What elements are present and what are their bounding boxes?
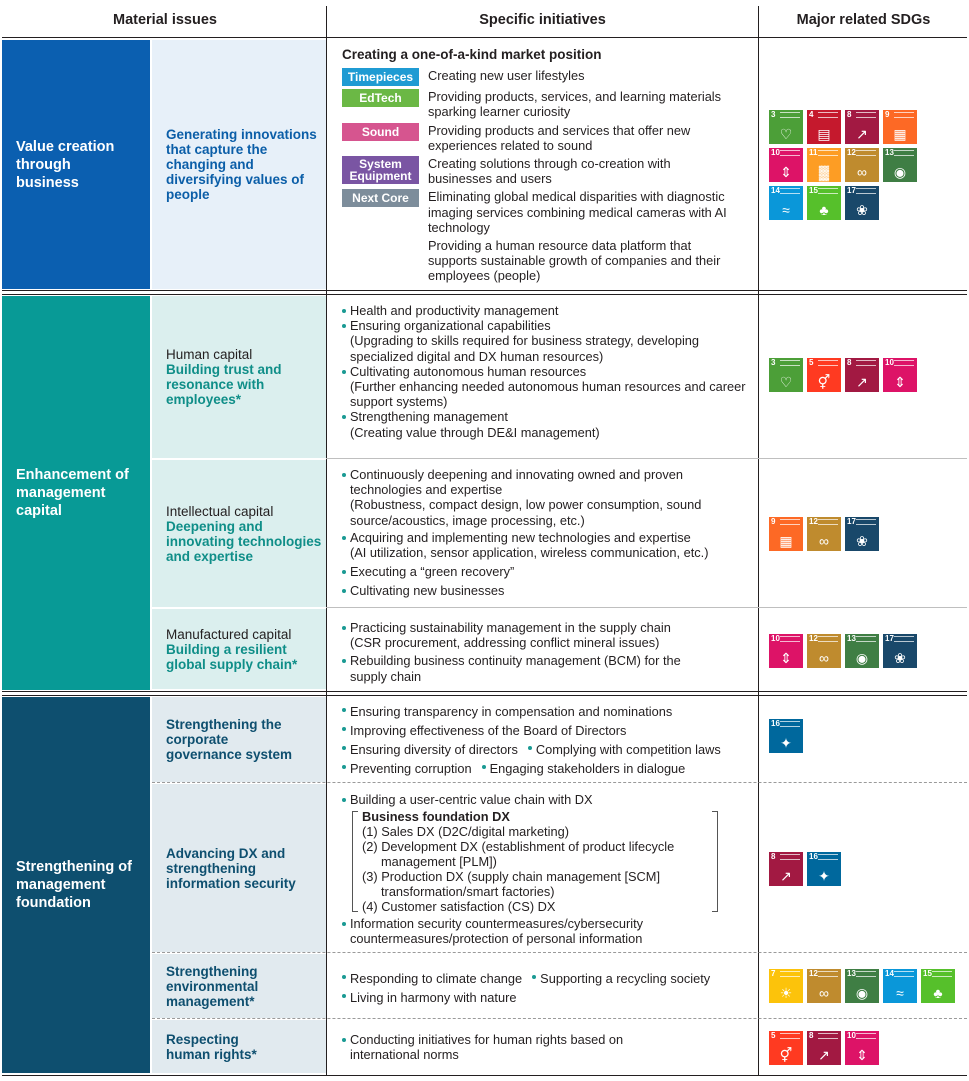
subcategory-heading: Building a resilient global supply chain* — [166, 641, 298, 672]
growth-chart-icon: ↗ — [818, 1047, 830, 1063]
business-row — [342, 123, 752, 153]
sdg-caption-lines — [818, 150, 838, 156]
sdg-number: 13 — [847, 969, 856, 978]
equality-icon: ⇕ — [856, 1047, 868, 1063]
subcategory-heading: Generating innovations that capture the changing and diversifying values of people — [166, 127, 317, 202]
flower-icon: ❀ — [894, 650, 906, 666]
list-item: Cultivating autonomous human resources — [342, 364, 752, 379]
sdg-caption-lines — [818, 188, 838, 194]
sdg-caption-lines — [818, 519, 838, 525]
sdg-number: 9 — [771, 517, 776, 526]
equality-icon: ⇕ — [780, 164, 792, 180]
sdg-number: 12 — [809, 517, 818, 526]
sdg-number: 13 — [847, 634, 856, 643]
initiatives-human-capital — [342, 303, 752, 440]
sdg-tile-17 — [845, 517, 879, 551]
sdg-number: 10 — [885, 358, 894, 367]
sdg-caption-lines — [818, 854, 838, 860]
list-item: Improving effectiveness of the Board of Directors — [342, 721, 752, 740]
list-item: Complying with competition laws — [528, 740, 721, 759]
sdg-caption-lines — [818, 1033, 838, 1039]
dove-icon: ✦ — [780, 735, 792, 751]
sdg-tile-9 — [769, 517, 803, 551]
infinity-icon: ∞ — [857, 164, 867, 180]
business-tag: Next Core — [342, 189, 419, 207]
eye-globe-icon: ◉ — [855, 650, 869, 666]
business-text: Providing a human resource data platform that supports sustainable growth of companies and their employees (people) — [428, 238, 721, 284]
sdg-caption-lines — [856, 188, 876, 194]
sdg-tile-12 — [807, 634, 841, 668]
sdg-tile-5 — [769, 1031, 803, 1065]
sdg-number: 8 — [771, 852, 776, 861]
initiatives-human-rights — [342, 1032, 752, 1062]
business-tag: Timepieces — [342, 68, 419, 86]
category-management-capital — [2, 296, 150, 690]
sdg-group-value-creation — [769, 110, 924, 220]
subcategory-innovations — [152, 40, 326, 289]
sdg-caption-lines — [780, 854, 800, 860]
tree-icon: ♣ — [933, 985, 943, 1001]
sdg-tile-14 — [769, 186, 803, 220]
row-separator — [152, 782, 967, 783]
category-management-foundation — [2, 697, 150, 1073]
gender-icon: ⚥ — [779, 1047, 793, 1063]
sdg-caption-lines — [856, 360, 876, 366]
list-item-detail: (Robustness, compact design, low power consumption, sound source/acoustics, image processing, etc.) — [350, 497, 702, 528]
business-row — [342, 189, 752, 235]
eye-globe-icon: ◉ — [893, 164, 907, 180]
sdg-tile-12 — [845, 148, 879, 182]
growth-chart-icon: ↗ — [856, 374, 868, 390]
section-rule — [2, 290, 967, 291]
sdg-tile-5 — [807, 358, 841, 392]
flower-icon: ❀ — [856, 533, 868, 549]
sdg-caption-lines — [780, 1033, 800, 1039]
city-icon: ▓ — [818, 164, 830, 180]
business-foundation-dx-box — [352, 809, 718, 914]
sdg-tile-10 — [769, 148, 803, 182]
category-title: Value creation through business — [16, 138, 115, 191]
sdg-tile-17 — [883, 634, 917, 668]
sdg-tile-10 — [883, 358, 917, 392]
growth-chart-icon: ↗ — [780, 868, 792, 884]
sdg-number: 3 — [771, 358, 776, 367]
sdg-caption-lines — [894, 636, 914, 642]
business-row — [342, 238, 752, 284]
sdg-number: 15 — [809, 186, 818, 195]
sdg-group-manufactured-capital — [769, 634, 929, 668]
sdg-group-dx — [769, 852, 929, 886]
capital-label: Intellectual capital — [166, 503, 274, 519]
bf-item: (3) Production DX (supply chain management [SCM] transformation/smart factories) — [362, 869, 661, 899]
sdg-number: 12 — [809, 634, 818, 643]
sdg-caption-lines — [818, 971, 838, 977]
business-text: Creating new user lifestyles — [428, 68, 585, 84]
sdg-caption-lines — [818, 112, 838, 118]
subcategory-heading: Advancing DX and strengthening information security — [166, 845, 296, 891]
category-title: Enhancement of management capital — [16, 467, 129, 519]
sdg-caption-lines — [856, 519, 876, 525]
sdg-caption-lines — [894, 112, 914, 118]
list-item-detail: (AI utilization, sensor application, wireless communication, etc.) — [350, 545, 709, 561]
sdg-tile-14 — [883, 969, 917, 1003]
sdg-caption-lines — [818, 360, 838, 366]
infinity-icon: ∞ — [819, 533, 829, 549]
list-item-detail: (CSR procurement, addressing conflict mineral issues) — [350, 635, 660, 651]
sdg-tile-13 — [845, 969, 879, 1003]
business-row — [342, 68, 752, 86]
subcategory-heading: Strengthening environmental management* — [166, 963, 259, 1009]
sdg-caption-lines — [780, 636, 800, 642]
capital-label: Human capital — [166, 347, 253, 362]
business-text: Creating solutions through co-creation with businesses and users — [428, 156, 671, 187]
sdg-caption-lines — [780, 721, 800, 727]
sdg-tile-16 — [807, 852, 841, 886]
sdg-number: 12 — [847, 148, 856, 157]
initiatives-environment — [342, 969, 752, 1007]
gender-icon: ⚥ — [817, 374, 831, 390]
sdg-tile-13 — [883, 148, 917, 182]
section-rule — [2, 294, 967, 295]
subcategory-human-rights — [152, 1020, 326, 1073]
category-title: Strengthening of management foundation — [16, 859, 132, 911]
category-value-creation — [2, 40, 150, 289]
sdg-tile-3 — [769, 358, 803, 392]
sdg-tile-15 — [807, 186, 841, 220]
flower-icon: ❀ — [856, 202, 868, 218]
business-row — [342, 156, 752, 186]
initiatives-value-creation — [342, 47, 752, 287]
list-item: Ensuring organizational capabilities — [342, 318, 752, 333]
sdg-number: 4 — [809, 110, 814, 119]
sdg-caption-lines — [780, 188, 800, 194]
subcategory-heading: Respecting human rights* — [166, 1031, 257, 1062]
business-text: Providing products and services that offer new experiences related to sound — [428, 122, 691, 153]
list-item-detail: (Further enhancing needed autonomous human resources and career support systems) — [350, 379, 746, 410]
sdg-group-human-capital — [769, 358, 929, 392]
sdg-number: 10 — [771, 148, 780, 157]
subcategory-intellectual-capital — [152, 460, 326, 607]
eye-globe-icon: ◉ — [855, 985, 869, 1001]
subcategory-manufactured-capital — [152, 609, 326, 689]
list-item: Responding to climate change — [342, 969, 522, 988]
sdg-caption-lines — [894, 150, 914, 156]
business-tag — [342, 238, 419, 256]
list-item: Rebuilding business continuity management (BCM) for the supply chain — [342, 653, 702, 683]
list-item: Ensuring diversity of directors — [342, 740, 518, 759]
sdg-number: 14 — [771, 186, 780, 195]
book-icon: ▤ — [817, 126, 831, 142]
cubes-icon: ▦ — [779, 533, 793, 549]
business-text: Providing products, services, and learning materials sparking learner curiosity — [428, 89, 722, 120]
row-separator — [326, 607, 967, 608]
equality-icon: ⇕ — [894, 374, 906, 390]
business-tag: System Equipment — [342, 156, 419, 184]
sdg-caption-lines — [780, 360, 800, 366]
subcategory-heading: Building trust and resonance with employees* — [166, 362, 282, 407]
business-list — [342, 68, 752, 283]
sdg-number: 17 — [847, 186, 856, 195]
heartbeat-icon: ♡ — [779, 374, 793, 390]
sdg-tile-12 — [807, 969, 841, 1003]
sdg-number: 8 — [847, 358, 852, 367]
sdg-tile-8 — [807, 1031, 841, 1065]
section-rule — [2, 691, 967, 692]
cubes-icon: ▦ — [893, 126, 907, 142]
list-item: Health and productivity management — [342, 303, 752, 318]
section-rule — [2, 695, 967, 696]
sdg-group-governance — [769, 719, 929, 753]
list-item: Executing a “green recovery” — [342, 564, 752, 579]
fish-icon: ≈ — [782, 202, 790, 218]
sdg-number: 10 — [771, 634, 780, 643]
list-item: Information security countermeasures/cybersecurity countermeasures/protection of personal information — [342, 916, 687, 946]
row-separator — [152, 952, 967, 953]
sdg-tile-17 — [845, 186, 879, 220]
sdg-caption-lines — [780, 150, 800, 156]
sdg-number: 14 — [885, 969, 894, 978]
initiatives-title: Creating a one-of-a-kind market position — [342, 47, 602, 62]
heartbeat-icon: ♡ — [779, 126, 793, 142]
list-item: Supporting a recycling society — [532, 969, 710, 988]
row-separator — [152, 1018, 967, 1019]
sdg-number: 17 — [847, 517, 856, 526]
sdg-tile-3 — [769, 110, 803, 144]
capital-label: Manufactured capital — [166, 626, 292, 642]
sdg-number: 16 — [809, 852, 818, 861]
sdg-tile-10 — [769, 634, 803, 668]
bottom-rule — [2, 1075, 967, 1076]
sdg-number: 8 — [847, 110, 852, 119]
sdg-caption-lines — [856, 971, 876, 977]
sdg-caption-lines — [894, 971, 914, 977]
bf-title: Business foundation DX — [362, 809, 510, 824]
sdg-number: 11 — [809, 148, 818, 157]
sdg-number: 12 — [809, 969, 818, 978]
list-item: Practicing sustainability management in the supply chain — [342, 620, 752, 635]
sdg-number: 5 — [771, 1031, 776, 1040]
sdg-caption-lines — [856, 112, 876, 118]
sdg-tile-16 — [769, 719, 803, 753]
business-text: Eliminating global medical disparities with diagnostic imaging services combining medical cameras with AI technology — [428, 189, 727, 235]
list-item: Preventing corruption — [342, 759, 472, 778]
initiatives-governance — [342, 702, 752, 778]
list-item-detail: (Upgrading to skills required for business strategy, developing specialized digital and DX human resources) — [350, 333, 700, 364]
list-item: Continuously deepening and innovating owned and proven technologies and expertise — [342, 467, 752, 497]
bf-item: (4) Customer satisfaction (CS) DX — [362, 899, 556, 914]
header-specific-initiatives: Specific initiatives — [479, 12, 606, 28]
list-item: Living in harmony with nature — [342, 988, 752, 1007]
sdg-group-intellectual-capital — [769, 517, 929, 551]
sdg-caption-lines — [932, 971, 952, 977]
column-divider — [326, 6, 327, 1076]
sdg-tile-13 — [845, 634, 879, 668]
list-item: Cultivating new businesses — [342, 583, 752, 598]
sdg-number: 3 — [771, 110, 776, 119]
initiatives-intellectual-capital — [342, 467, 752, 599]
infinity-icon: ∞ — [819, 650, 829, 666]
business-tag: Sound — [342, 123, 419, 141]
sdg-caption-lines — [894, 360, 914, 366]
sdg-tile-10 — [845, 1031, 879, 1065]
subcategory-governance — [152, 697, 326, 782]
fish-icon: ≈ — [896, 985, 904, 1001]
subcategory-heading: Strengthening the corporate governance system — [166, 717, 293, 762]
sdg-tile-8 — [845, 110, 879, 144]
growth-chart-icon: ↗ — [856, 126, 868, 142]
equality-icon: ⇕ — [780, 650, 792, 666]
header-material-issues: Material issues — [113, 12, 217, 28]
sdg-number: 8 — [809, 1031, 814, 1040]
sdg-caption-lines — [856, 636, 876, 642]
list-item: Strengthening management — [342, 409, 752, 424]
sdg-number: 13 — [885, 148, 894, 157]
list-item: Ensuring transparency in compensation and nominations — [342, 702, 752, 721]
sdg-group-environment — [769, 969, 969, 1003]
list-item: Acquiring and implementing new technologies and expertise — [342, 530, 752, 545]
sdg-number: 7 — [771, 969, 776, 978]
sdg-tile-7 — [769, 969, 803, 1003]
list-item-detail: (Creating value through DE&I management) — [350, 424, 600, 440]
sun-icon: ☀ — [779, 985, 793, 1001]
bf-item: (2) Development DX (establishment of product lifecycle management [PLM]) — [362, 839, 675, 869]
sdg-number: 9 — [885, 110, 890, 119]
list-item: Building a user-centric value chain with DX — [342, 792, 752, 807]
subcategory-dx — [152, 784, 326, 952]
sdg-caption-lines — [780, 112, 800, 118]
column-divider — [758, 6, 759, 1076]
subcategory-human-capital — [152, 296, 326, 458]
sdg-caption-lines — [856, 1033, 876, 1039]
subcategory-heading: Deepening and innovating technologies and expertise — [166, 518, 322, 564]
header-rule — [2, 37, 967, 38]
business-row — [342, 89, 752, 119]
sdg-caption-lines — [780, 971, 800, 977]
bf-item: (1) Sales DX (D2C/digital marketing) — [362, 824, 569, 839]
list-item: Conducting initiatives for human rights based on international norms — [342, 1032, 662, 1062]
sdg-group-human-rights — [769, 1031, 929, 1065]
sdg-tile-8 — [845, 358, 879, 392]
sdg-tile-12 — [807, 517, 841, 551]
sdg-tile-9 — [883, 110, 917, 144]
header-major-sdgs: Major related SDGs — [796, 12, 931, 28]
sdg-tile-4 — [807, 110, 841, 144]
sdg-tile-8 — [769, 852, 803, 886]
sdg-caption-lines — [856, 150, 876, 156]
business-tag: EdTech — [342, 89, 419, 107]
sdg-caption-lines — [818, 636, 838, 642]
row-separator — [326, 458, 967, 459]
list-item: Engaging stakeholders in dialogue — [482, 759, 686, 778]
sdg-number: 5 — [809, 358, 814, 367]
sdg-tile-15 — [921, 969, 955, 1003]
sdg-number: 16 — [771, 719, 780, 728]
infinity-icon: ∞ — [819, 985, 829, 1001]
sdg-number: 17 — [885, 634, 894, 643]
subcategory-environment — [152, 954, 326, 1018]
tree-icon: ♣ — [819, 202, 829, 218]
dove-icon: ✦ — [818, 868, 830, 884]
sdg-number: 15 — [923, 969, 932, 978]
initiatives-manufactured-capital — [342, 620, 752, 684]
sdg-number: 10 — [847, 1031, 856, 1040]
sdg-tile-11 — [807, 148, 841, 182]
initiatives-dx — [342, 792, 752, 946]
sdg-caption-lines — [780, 519, 800, 525]
